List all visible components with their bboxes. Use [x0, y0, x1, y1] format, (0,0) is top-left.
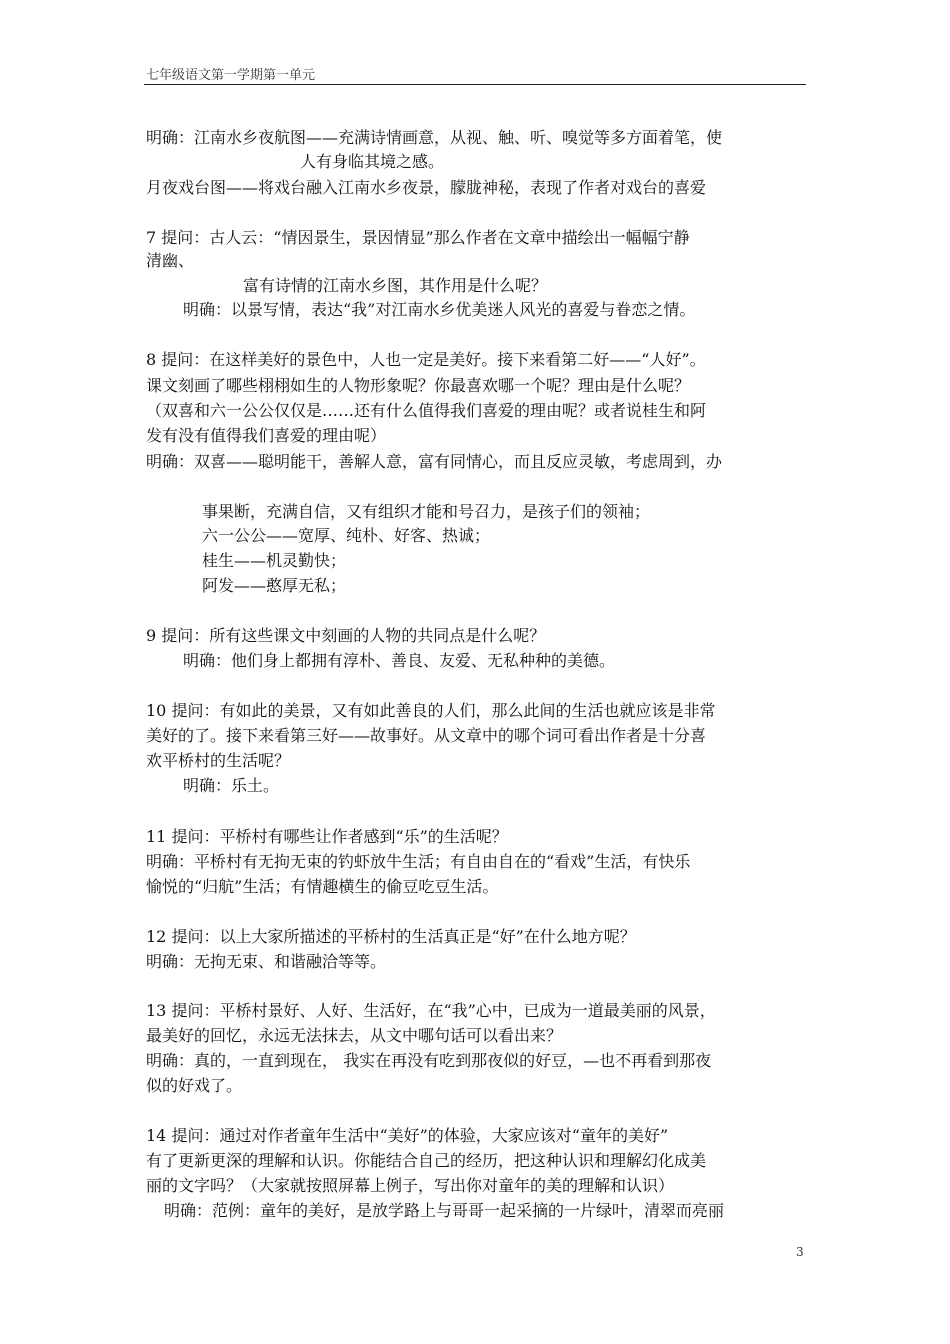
text-line: 明确：双喜——聪明能干，善解人意，富有同情心，而且反应灵敏，考虑周到，办	[146, 452, 723, 471]
text-line: 发有没有值得我们喜爱的理由呢）	[146, 426, 387, 445]
text-line: 12 提问：以上大家所描述的平桥村的生活真正是“好”在什么地方呢？	[146, 927, 636, 946]
text-line: 10 提问：有如此的美景，又有如此善良的人们，那么此间的生活也就应该是非常	[146, 701, 716, 720]
text-line: 明确：乐土。	[183, 776, 280, 795]
text-line: 六一公公——宽厚、纯朴、好客、热诚；	[202, 526, 491, 545]
text-line: 明确：他们身上都拥有淳朴、善良、友爱、无私种种的美德。	[183, 651, 616, 670]
text-line: 桂生——机灵勤快；	[202, 551, 347, 570]
text-line: 月夜戏台图——将戏台融入江南水乡夜景，朦胧神秘，表现了作者对戏台的喜爱	[146, 178, 707, 197]
text-line: （双喜和六一公公仅仅是……还有什么值得我们喜爱的理由呢？或者说桂生和阿	[146, 401, 707, 420]
text-line: 欢平桥村的生活呢？	[146, 751, 291, 770]
text-line: 14 提问：通过对作者童年生活中“美好”的体验，大家应该对“童年的美好”	[146, 1126, 669, 1145]
text-line: 8 提问：在这样美好的景色中，人也一定是美好。接下来看第二好——“人好”。	[146, 350, 706, 369]
text-line: 明确：平桥村有无拘无束的钓虾放牛生活；有自由自在的“看戏”生活，有快乐	[146, 852, 691, 871]
text-line: 明确：无拘无束、和谐融洽等等。	[146, 952, 387, 971]
text-line: 美好的了。接下来看第三好——故事好。从文章中的哪个词可看出作者是十分喜	[146, 726, 707, 745]
text-line: 富有诗情的江南水乡图，其作用是什么呢？	[243, 276, 548, 295]
header-divider	[144, 84, 806, 85]
text-line: 课文刻画了哪些栩栩如生的人物形象呢？你最喜欢哪一个呢？理由是什么呢？	[146, 376, 691, 395]
text-line: 愉悦的“归航”生活；有情趣横生的偷豆吃豆生活。	[146, 877, 499, 896]
text-line: 明确：真的，一直到现在， 我实在再没有吃到那夜似的好豆，—也不再看到那夜	[146, 1051, 712, 1070]
text-line: 7 提问：古人云：“情因景生，景因情显”那么作者在文章中描绘出一幅幅宁静	[146, 228, 690, 247]
text-line: 明确：江南水乡夜航图——充满诗情画意，从视、触、听、嗅觉等多方面着笔，使	[146, 128, 723, 147]
text-line: 有了更新更深的理解和认识。你能结合自己的经历，把这种认识和理解幻化成美	[146, 1151, 707, 1170]
text-line: 丽的文字吗？（大家就按照屏幕上例子，写出你对童年的美的理解和认识）	[146, 1176, 675, 1195]
page-number: 3	[796, 1245, 804, 1259]
text-line: 清幽、	[146, 251, 195, 270]
text-line: 事果断，充满自信，又有组织才能和号召力，是孩子们的领袖；	[202, 502, 651, 521]
page-header-title: 七年级语文第一学期第一单元	[146, 68, 316, 83]
text-line: 13 提问：平桥村景好、人好、生活好，在“我”心中，已成为一道最美丽的风景，	[146, 1001, 716, 1020]
text-line: 9 提问：所有这些课文中刻画的人物的共同点是什么呢？	[146, 626, 546, 645]
text-line: 明确：范例：童年的美好，是放学路上与哥哥一起采摘的一片绿叶，清翠而亮丽	[164, 1201, 725, 1220]
text-line: 11 提问：平桥村有哪些让作者感到“乐”的生活呢？	[146, 827, 508, 846]
text-line: 阿发——憨厚无私；	[202, 576, 347, 595]
text-line: 明确：以景写情，表达“我”对江南水乡优美迷人风光的喜爱与眷恋之情。	[183, 300, 696, 319]
text-line: 人有身临其境之感。	[300, 152, 445, 171]
text-line: 最美好的回忆，永远无法抹去，从文中哪句话可以看出来？	[146, 1026, 563, 1045]
text-line: 似的好戏了。	[146, 1076, 243, 1095]
